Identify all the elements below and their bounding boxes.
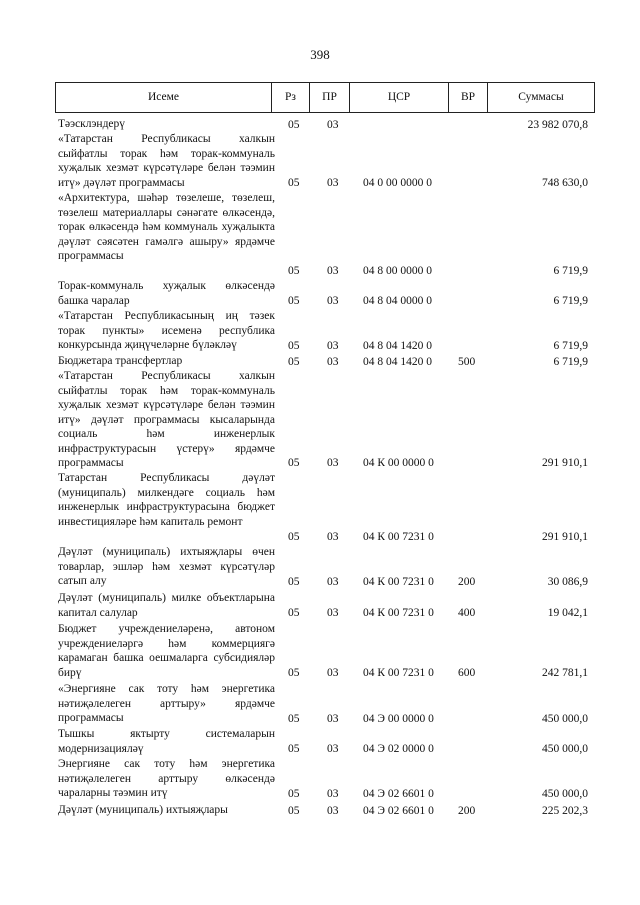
row-vr: 600 (458, 666, 476, 679)
row-rz: 05 (288, 787, 300, 800)
table-row (0, 591, 640, 620)
row-pr: 03 (327, 606, 339, 619)
table-row (0, 727, 640, 756)
row-rz: 05 (288, 666, 300, 679)
row-pr: 03 (327, 712, 339, 725)
row-name: «Архитектура, шәһәр төзелеше, төзелеш, төзелеш материаллары сәнәгате өлкәсендә, торак өлкәсендә һәм коммуналь хуҗалыкта дәүләт сәясәтен гамәлгә ашыру» ярдәмче программасы (58, 192, 275, 262)
row-pr: 03 (327, 575, 339, 588)
row-rz: 05 (288, 742, 300, 755)
row-csr: 04 К 00 7231 0 (363, 530, 434, 543)
row-vr: 400 (458, 606, 476, 619)
row-csr: 04 8 04 0000 0 (363, 294, 432, 307)
row-name: Энергияне сак тоту һәм энергетика нәтиҗәлелеген арттыру өлкәсендә чараларны тәэмин итү (58, 758, 275, 799)
row-csr: 04 8 00 0000 0 (363, 264, 432, 277)
row-csr: 04 Э 00 0000 0 (363, 712, 434, 725)
row-sum: 19 042,1 (547, 606, 588, 619)
row-pr: 03 (327, 666, 339, 679)
row-sum: 242 781,1 (542, 666, 588, 679)
row-rz: 05 (288, 118, 300, 131)
row-csr: 04 8 04 1420 0 (363, 339, 432, 352)
row-rz: 05 (288, 530, 300, 543)
row-pr: 03 (327, 355, 339, 368)
row-sum: 225 202,3 (542, 804, 588, 817)
row-name: Дәүләт (муниципаль) ихтыяҗлары өчен товарлар, эшләр һәм хезмәт күрсәтүләр сатып алу (58, 546, 275, 587)
row-sum: 6 719,9 (553, 294, 588, 307)
table-row (0, 132, 640, 190)
row-rz: 05 (288, 339, 300, 352)
row-sum: 6 719,9 (553, 355, 588, 368)
row-pr: 03 (327, 118, 339, 131)
row-rz: 05 (288, 264, 300, 277)
table-row (0, 354, 640, 369)
row-csr: 04 К 00 7231 0 (363, 575, 434, 588)
row-pr: 03 (327, 294, 339, 307)
row-rz: 05 (288, 176, 300, 189)
row-pr: 03 (327, 787, 339, 800)
row-sum: 23 982 070,8 (527, 118, 588, 131)
row-rz: 05 (288, 456, 300, 469)
row-csr: 04 К 00 0000 0 (363, 456, 434, 469)
row-rz: 05 (288, 606, 300, 619)
row-name: Татарстан Республикасы дәүләт (муниципаль) милкендәге социаль һәм инженерлык инфраструктурасына бюджет инвестицияләре һәм капиталь ремонт (58, 472, 275, 528)
row-sum: 748 630,0 (542, 176, 588, 189)
table-row (0, 545, 640, 589)
row-vr: 500 (458, 355, 476, 368)
header-name: Исеме (147, 91, 180, 103)
row-rz: 05 (288, 804, 300, 817)
row-name: «Татарстан Республикасы халкын сыйфатлы торак һәм торак-коммуналь хуҗалык хезмәт күрсәтүләре белән тәэмин итү» дәүләт программасы кысаларында социаль һәм инженерлык инфраструктурасын үстерү» ярдәмче программасы (58, 370, 275, 469)
row-csr: 04 Э 02 0000 0 (363, 742, 434, 755)
table-row (0, 369, 640, 470)
header-rz: Рз (271, 83, 309, 112)
row-name: Бюджет учреждениеләренә, автоном учреждениеләргә һәм коммерциягә карамаган башка оешмаларга субсидияләр бирү (58, 623, 275, 679)
table-row (0, 279, 640, 308)
row-vr: 200 (458, 575, 476, 588)
row-pr: 03 (327, 176, 339, 189)
table-header (55, 82, 595, 113)
row-pr: 03 (327, 804, 339, 817)
row-pr: 03 (327, 264, 339, 277)
header-sum: Суммасы (487, 83, 594, 112)
row-csr: 04 К 00 7231 0 (363, 666, 434, 679)
row-name: Тышкы яктырту системаларын модернизацияләү (58, 728, 275, 755)
table-row (0, 117, 640, 132)
row-vr: 200 (458, 804, 476, 817)
row-sum: 6 719,9 (553, 264, 588, 277)
row-sum: 6 719,9 (553, 339, 588, 352)
row-name: Тәэсклэндерү (58, 118, 126, 130)
row-sum: 291 910,1 (542, 530, 588, 543)
row-sum: 30 086,9 (547, 575, 588, 588)
row-csr: 04 0 00 0000 0 (363, 176, 432, 189)
table-row (0, 191, 640, 278)
row-csr: 04 Э 02 6601 0 (363, 787, 434, 800)
row-csr: 04 Э 02 6601 0 (363, 804, 434, 817)
row-pr: 03 (327, 742, 339, 755)
row-name: Дәүләт (муниципаль) милке объектларына капитал салулар (58, 592, 275, 619)
row-rz: 05 (288, 712, 300, 725)
row-name: Бюджетара трансфертлар (58, 355, 183, 367)
row-name: Дәүләт (муниципаль) ихтыяҗлары (58, 804, 228, 816)
row-rz: 05 (288, 294, 300, 307)
row-pr: 03 (327, 530, 339, 543)
row-rz: 05 (288, 355, 300, 368)
header-vr: ВР (448, 83, 487, 112)
table-row (0, 682, 640, 726)
row-name: «Энергияне сак тоту һәм энергетика нәтиҗәлелеген арттыру» ярдәмче программасы (58, 683, 275, 724)
row-sum: 291 910,1 (542, 456, 588, 469)
row-rz: 05 (288, 575, 300, 588)
table-row (0, 803, 640, 818)
page-number: 398 (310, 47, 330, 62)
header-csr: ЦСР (349, 83, 448, 112)
row-name: «Татарстан Республикасы халкын сыйфатлы торак һәм торак-коммуналь хуҗалык хезмәт күрсәтүләре белән тәэмин итү» дәүләт программасы (58, 133, 275, 189)
row-pr: 03 (327, 339, 339, 352)
row-pr: 03 (327, 456, 339, 469)
row-name: Торак-коммуналь хуҗалык өлкәсендә башка чаралар (58, 280, 275, 307)
table-row (0, 757, 640, 801)
row-sum: 450 000,0 (542, 712, 588, 725)
row-csr: 04 8 04 1420 0 (363, 355, 432, 368)
row-csr: 04 К 00 7231 0 (363, 606, 434, 619)
table-row (0, 471, 640, 544)
row-sum: 450 000,0 (542, 787, 588, 800)
row-name: «Татарстан Республикасының иң тәзек торак пункты» исеменә республика конкурсында җиңүчеләрне бүләкләү (58, 310, 275, 351)
header-pr: ПР (309, 83, 349, 112)
table-row (0, 622, 640, 680)
table-row (0, 309, 640, 353)
row-sum: 450 000,0 (542, 742, 588, 755)
